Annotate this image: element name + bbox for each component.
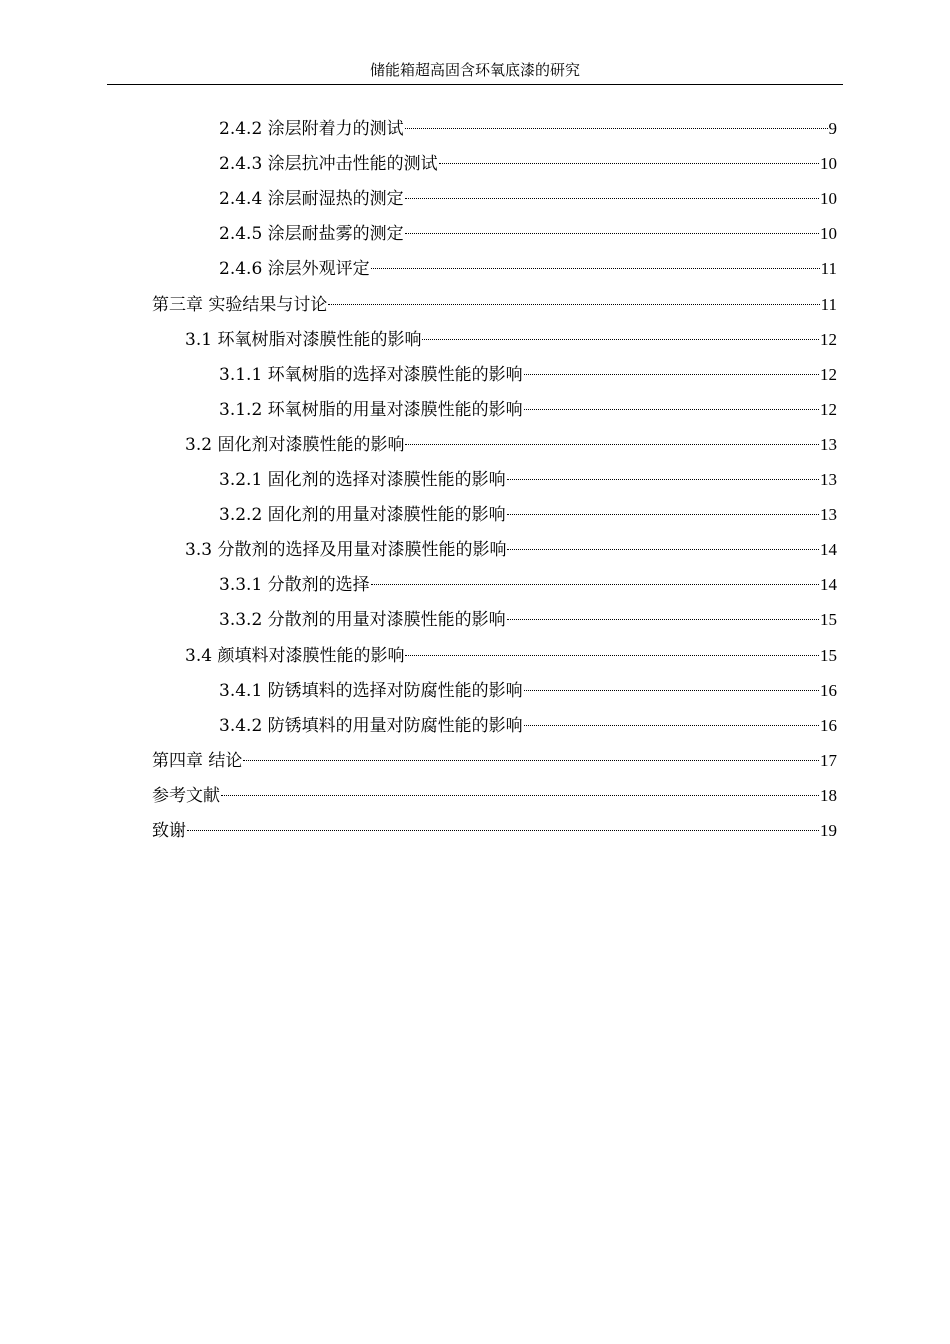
- toc-entry-title: 3.3 分散剂的选择及用量对漆膜性能的影响: [185, 540, 507, 561]
- toc-dot-leader: [243, 760, 819, 761]
- toc-dot-leader: [371, 584, 819, 585]
- toc-entry-page-number: 13: [820, 470, 837, 489]
- toc-dot-leader: [405, 128, 828, 129]
- toc-entry-title: 致谢: [152, 821, 186, 841]
- toc-dot-leader: [328, 304, 819, 305]
- toc-entry-page-number: 19: [820, 821, 837, 840]
- toc-entry-title: 3.2 固化剂对漆膜性能的影响: [185, 434, 405, 455]
- toc-dot-leader: [405, 444, 819, 445]
- toc-dot-leader: [524, 725, 819, 726]
- toc-entry-page-number: 15: [820, 610, 837, 630]
- toc-entry-page-number: 16: [820, 715, 837, 735]
- toc-entry-page-number: 12: [820, 364, 837, 384]
- toc-dot-leader: [405, 655, 819, 656]
- toc-entry[interactable]: [219, 711, 837, 741]
- toc-dot-leader: [507, 479, 819, 480]
- toc-entry-page-number: 10: [820, 154, 837, 174]
- toc-entry-title: 第三章 实验结果与讨论: [152, 294, 328, 315]
- toc-entry[interactable]: [152, 781, 837, 811]
- toc-entry-page-number: 17: [820, 750, 837, 770]
- toc-entry-title: 3.2.2 固化剂的用量对漆膜性能的影响: [219, 505, 506, 526]
- toc-entry[interactable]: [219, 360, 837, 390]
- toc-entry[interactable]: [219, 254, 837, 284]
- toc-entry[interactable]: [219, 676, 837, 706]
- toc-entry-page-number: 13: [820, 505, 837, 525]
- toc-entry-page-number: 9: [828, 119, 837, 138]
- toc-entry-page-number: 12: [820, 329, 837, 349]
- toc-entry-page-number: 13: [820, 434, 837, 454]
- toc-dot-leader: [422, 339, 819, 340]
- toc-dot-leader: [524, 374, 819, 375]
- toc-entry-title: 3.3.2 分散剂的用量对漆膜性能的影响: [219, 610, 506, 631]
- running-header-title: 储能箱超高固含环氧底漆的研究: [369, 61, 580, 79]
- toc-entry[interactable]: [219, 395, 837, 425]
- toc-entry[interactable]: [185, 641, 837, 671]
- toc-dot-leader: [405, 198, 819, 199]
- toc-entry-title: 2.4.2 涂层附着力的测试: [219, 119, 404, 139]
- toc-entry-page-number: 10: [820, 224, 837, 244]
- toc-dot-leader: [507, 619, 819, 620]
- toc-entry-title: 3.1 环氧树脂对漆膜性能的影响: [185, 329, 422, 350]
- toc-entry-title: 3.3.1 分散剂的选择: [219, 575, 370, 596]
- toc-entry-page-number: 16: [820, 680, 837, 700]
- toc-entry-page-number: 11: [820, 294, 837, 314]
- toc-dot-leader: [371, 268, 820, 269]
- toc-entry-title: 2.4.4 涂层耐湿热的测定: [219, 189, 404, 210]
- toc-entry-title: 3.4 颜填料对漆膜性能的影响: [185, 645, 405, 666]
- toc-dot-leader: [439, 163, 819, 164]
- toc-entry[interactable]: [152, 746, 837, 776]
- toc-dot-leader: [524, 690, 819, 691]
- toc-entry-title: 3.2.1 固化剂的选择对漆膜性能的影响: [219, 470, 506, 490]
- toc-entry[interactable]: [219, 114, 837, 144]
- toc-entry[interactable]: [219, 149, 837, 179]
- toc-entry-title: 3.1.2 环氧树脂的用量对漆膜性能的影响: [219, 399, 523, 420]
- toc-entry[interactable]: [219, 219, 837, 249]
- toc-entry[interactable]: [219, 500, 837, 530]
- toc-entry-page-number: 11: [820, 259, 837, 279]
- toc-entry-title: 2.4.6 涂层外观评定: [219, 259, 370, 280]
- toc-entry[interactable]: [152, 290, 837, 320]
- toc-entry[interactable]: [185, 430, 837, 460]
- toc-dot-leader: [221, 795, 819, 796]
- toc-entry[interactable]: [219, 465, 837, 495]
- toc-entry-title: 第四章 结论: [152, 750, 243, 771]
- toc-entry-page-number: 15: [820, 645, 837, 665]
- toc-entry[interactable]: [219, 184, 837, 214]
- toc-entry-title: 参考文献: [152, 785, 220, 806]
- toc-entry-title: 3.4.2 防锈填料的用量对防腐性能的影响: [219, 715, 523, 736]
- toc-entry-page-number: 14: [820, 575, 837, 595]
- toc-entry-page-number: 10: [820, 189, 837, 209]
- toc-entry-page-number: 14: [820, 540, 837, 560]
- toc-entry-title: 2.4.3 涂层抗冲击性能的测试: [219, 154, 438, 175]
- toc-dot-leader: [507, 514, 819, 515]
- toc-dot-leader: [405, 233, 819, 234]
- toc-entry[interactable]: [219, 570, 837, 600]
- toc-entry[interactable]: [219, 605, 837, 635]
- toc-dot-leader: [187, 830, 819, 831]
- running-header: [107, 56, 843, 85]
- toc-entry-page-number: 18: [820, 785, 837, 805]
- toc-entry[interactable]: [185, 325, 837, 355]
- toc-entry[interactable]: [152, 816, 837, 846]
- toc-dot-leader: [507, 549, 819, 550]
- toc-entry-page-number: 12: [820, 399, 837, 419]
- toc-dot-leader: [524, 409, 819, 410]
- toc-entry-title: 2.4.5 涂层耐盐雾的测定: [219, 224, 404, 245]
- toc-entry-title: 3.4.1 防锈填料的选择对防腐性能的影响: [219, 680, 523, 701]
- toc-entry[interactable]: [185, 535, 837, 565]
- toc-entry-title: 3.1.1 环氧树脂的选择对漆膜性能的影响: [219, 364, 523, 385]
